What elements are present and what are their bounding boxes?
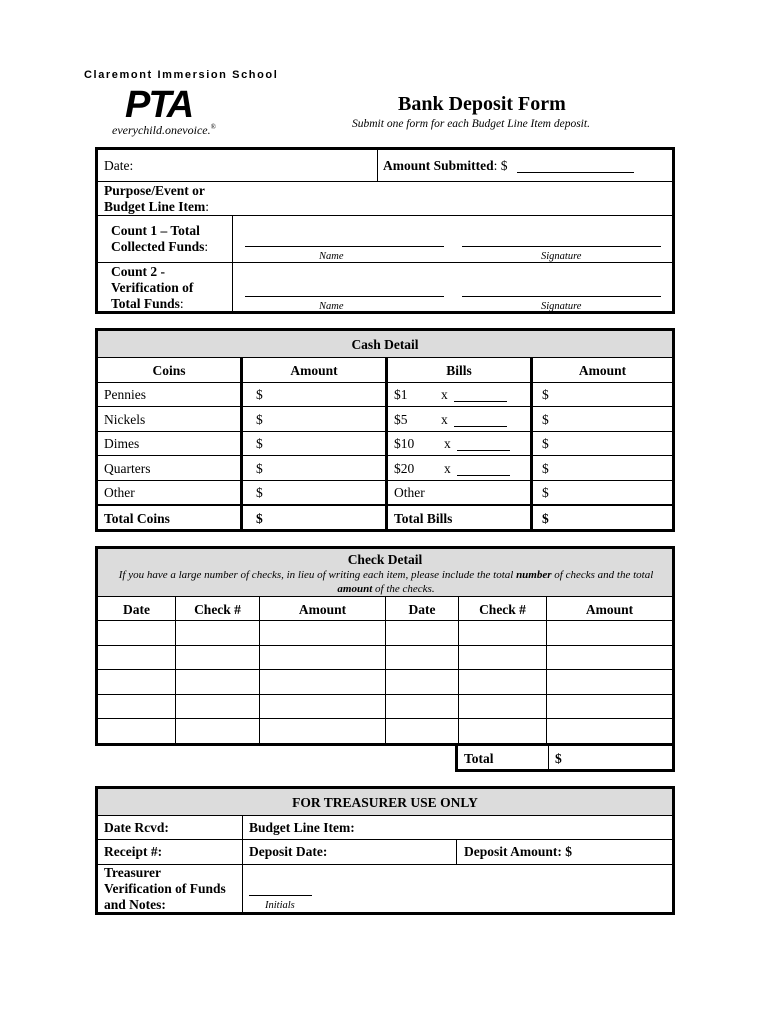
check-total-amount[interactable]: $ xyxy=(555,751,562,766)
check-detail-box xyxy=(95,546,675,746)
bill-qty-10[interactable]: x xyxy=(444,436,451,451)
amount-submitted-field[interactable]: Amount Submitted: $ xyxy=(383,158,508,173)
form-subtitle: Submit one form for each Budget Line Item deposit. xyxy=(352,118,590,130)
count1-name-caption: Name xyxy=(319,251,344,262)
treasurer-box xyxy=(95,786,675,915)
check-col-date-1: Date xyxy=(123,602,150,617)
count1-name-line[interactable] xyxy=(245,246,444,247)
total-coins-label: Total Coins xyxy=(104,511,170,526)
school-name: Claremont Immersion School xyxy=(84,69,279,81)
count2-name-caption: Name xyxy=(319,301,344,312)
count1-signature-caption: Signature xyxy=(541,251,582,262)
bill-label-10: $10 xyxy=(394,436,415,451)
coins-amount-header: Amount xyxy=(290,363,338,378)
coin-amount-quarters[interactable]: $ xyxy=(256,461,263,476)
count2-name-line[interactable] xyxy=(245,296,444,297)
bill-amount-5[interactable]: $ xyxy=(542,412,549,427)
bill-amount-other[interactable]: $ xyxy=(542,485,549,500)
bills-amount-header: Amount xyxy=(578,363,627,378)
bill-qty-1[interactable]: x xyxy=(441,387,448,402)
pta-logo xyxy=(110,86,240,142)
pta-logo-mark: PTA xyxy=(125,86,193,122)
initials-caption: Initials xyxy=(265,900,295,911)
budget-line-label[interactable]: Budget Line Item: xyxy=(249,820,355,835)
coin-amount-pennies[interactable]: $ xyxy=(256,387,263,402)
bill-label-other: Other xyxy=(394,485,425,500)
coin-label-other: Other xyxy=(104,485,135,500)
check-total-label: Total xyxy=(464,751,494,766)
count1-label: Count 1 – Total Collected Funds: xyxy=(111,223,209,254)
form-title: Bank Deposit Form xyxy=(398,93,566,115)
deposit-amount-label[interactable]: Deposit Amount: $ xyxy=(464,844,573,859)
coin-amount-dimes[interactable]: $ xyxy=(256,436,263,451)
check-col-amount-2: Amount xyxy=(585,602,634,617)
info-box xyxy=(95,147,675,314)
count1-signature-line[interactable] xyxy=(462,246,661,247)
check-col-amount-1: Amount xyxy=(298,602,347,617)
count2-signature-caption: Signature xyxy=(541,301,582,312)
bill-label-5: $5 xyxy=(394,412,408,427)
check-total-box xyxy=(455,743,675,772)
total-bills-label: Total Bills xyxy=(394,511,453,526)
initials-line[interactable] xyxy=(249,895,312,896)
count2-label: Count 2 - Verification of Total Funds: xyxy=(111,264,194,311)
coin-label-dimes: Dimes xyxy=(104,436,140,451)
purpose-label: Purpose/Event or Budget Line Item: xyxy=(104,183,210,214)
date-field[interactable]: Date: xyxy=(104,158,134,173)
cash-detail-title: Cash Detail xyxy=(351,337,419,352)
cash-detail-box xyxy=(95,328,675,532)
bill-amount-20[interactable]: $ xyxy=(542,461,549,476)
coin-label-quarters: Quarters xyxy=(104,461,151,476)
bill-qty-20[interactable]: x xyxy=(444,461,451,476)
deposit-date-label[interactable]: Deposit Date: xyxy=(249,844,328,859)
bill-label-1: $1 xyxy=(394,387,408,402)
pta-tagline: everychild.onevoice.® xyxy=(112,123,216,137)
total-bills-amount[interactable]: $ xyxy=(542,511,549,526)
check-detail-note: If you have a large number of checks, in lieu of writing each item, please include the total number of checks and the total amount of the checks. xyxy=(118,569,654,595)
date-rcvd-label[interactable]: Date Rcvd: xyxy=(104,820,169,835)
pta-logo-icon xyxy=(110,86,240,122)
check-col-number-1: Check # xyxy=(194,602,241,617)
check-detail-title: Check Detail xyxy=(347,552,423,567)
coin-amount-other[interactable]: $ xyxy=(256,485,263,500)
treasurer-verification-label: Treasurer Verification of Funds and Notes: xyxy=(104,865,226,912)
bill-label-20: $20 xyxy=(394,461,415,476)
coins-header: Coins xyxy=(152,363,186,378)
coin-amount-nickels[interactable]: $ xyxy=(256,412,263,427)
check-col-number-2: Check # xyxy=(479,602,526,617)
receipt-label[interactable]: Receipt #: xyxy=(104,844,163,859)
total-coins-amount[interactable]: $ xyxy=(256,511,263,526)
coin-label-pennies: Pennies xyxy=(104,387,146,402)
treasurer-title: FOR TREASURER USE ONLY xyxy=(292,795,478,810)
check-col-date-2: Date xyxy=(408,602,436,617)
bill-qty-5[interactable]: x xyxy=(441,412,448,427)
bill-amount-1[interactable]: $ xyxy=(542,387,549,402)
bills-header: Bills xyxy=(446,363,472,378)
count2-signature-line[interactable] xyxy=(462,296,661,297)
bill-amount-10[interactable]: $ xyxy=(542,436,549,451)
coin-label-nickels: Nickels xyxy=(104,412,146,427)
